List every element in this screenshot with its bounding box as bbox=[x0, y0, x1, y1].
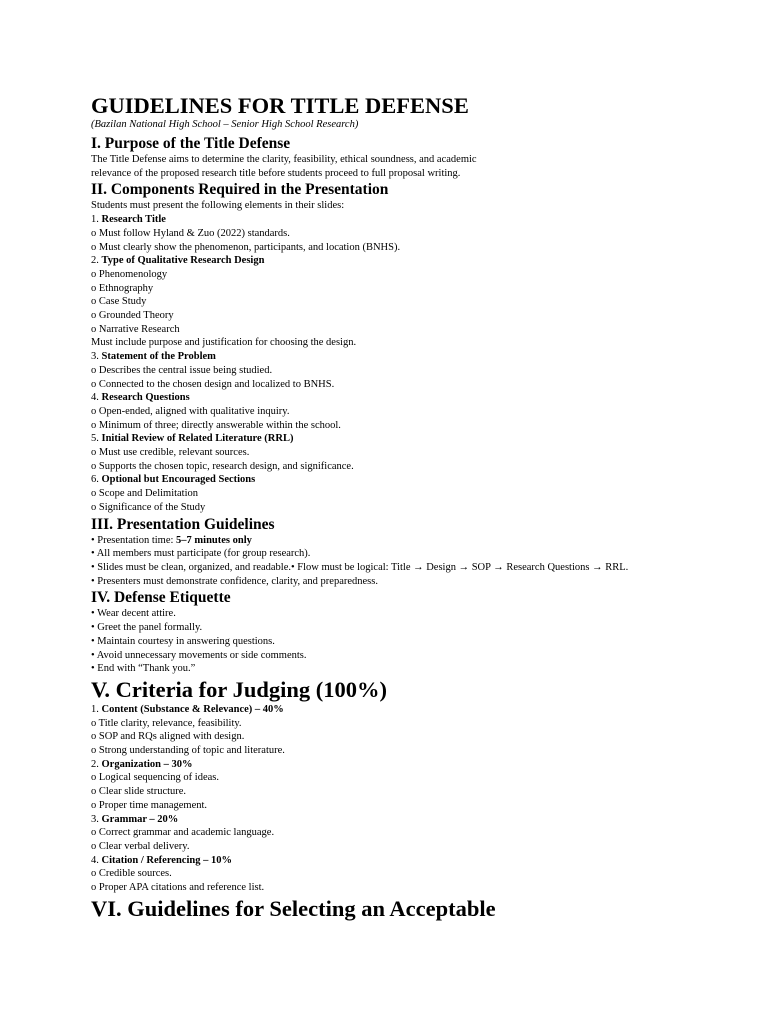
criterion-title: 4. Citation / Referencing – 10% bbox=[91, 854, 232, 866]
list-item: o Describes the central issue being studied. bbox=[91, 364, 273, 376]
list-item: o Minimum of three; directly answerable within the school. bbox=[91, 419, 341, 431]
list-item: o Open-ended, aligned with qualitative inquiry. bbox=[91, 405, 290, 417]
list-item: o Must clearly show the phenomenon, participants, and location (BNHS). bbox=[91, 241, 401, 253]
list-item: • Maintain courtesy in answering questions. bbox=[91, 635, 275, 647]
list-item: o Proper time management. bbox=[91, 799, 208, 811]
list-item: o Proper APA citations and reference list. bbox=[91, 882, 265, 894]
list-item: • Presentation time: 5–7 minutes only bbox=[91, 534, 252, 546]
list-item: o Clear verbal delivery. bbox=[91, 840, 190, 852]
list-item: • Avoid unnecessary movements or side comments. bbox=[91, 649, 307, 661]
list-item: o Clear slide structure. bbox=[91, 786, 187, 798]
list-item: o Credible sources. bbox=[91, 868, 172, 880]
section-1-heading: I. Purpose of the Title Defense bbox=[91, 135, 291, 152]
list-item: o Phenomenology bbox=[91, 268, 168, 280]
section-6-heading: VI. Guidelines for Selecting an Acceptable bbox=[91, 895, 496, 921]
list-item: o Ethnography bbox=[91, 282, 154, 294]
criterion-title: 1. Content (Substance & Relevance) – 40% bbox=[91, 703, 284, 715]
list-item: • Presenters must demonstrate confidence, clarity, and preparedness. bbox=[91, 575, 378, 587]
paragraph-line: Students must present the following elements in their slides: bbox=[91, 200, 345, 212]
document-title: GUIDELINES FOR TITLE DEFENSE bbox=[91, 93, 469, 118]
list-item: o Must use credible, relevant sources. bbox=[91, 447, 250, 459]
list-item: o Correct grammar and academic language. bbox=[91, 827, 275, 839]
list-item: • End with “Thank you.” bbox=[91, 663, 196, 675]
list-item: o Title clarity, relevance, feasibility. bbox=[91, 717, 242, 729]
paragraph-line: Must include purpose and justification for choosing the design. bbox=[91, 337, 357, 349]
paragraph-line: relevance of the proposed research title before students proceed to full proposal writing. bbox=[91, 167, 461, 179]
component-title: 4. Research Questions bbox=[91, 392, 190, 404]
list-item: o Must follow Hyland & Zuo (2022) standards. bbox=[91, 227, 290, 239]
list-item: o Strong understanding of topic and literature. bbox=[91, 745, 285, 757]
section-5-heading: V. Criteria for Judging (100%) bbox=[91, 676, 388, 702]
section-2-heading: II. Components Required in the Presentation bbox=[91, 181, 389, 199]
component-title: 3. Statement of the Problem bbox=[91, 351, 216, 363]
list-item: o Significance of the Study bbox=[91, 501, 206, 513]
component-title: 2. Type of Qualitative Research Design bbox=[91, 255, 265, 267]
criterion-title: 3. Grammar – 20% bbox=[91, 813, 179, 825]
list-item: o Supports the chosen topic, research design, and significance. bbox=[91, 460, 354, 472]
document-subtitle: (Bazilan National High School – Senior High School Research) bbox=[91, 119, 359, 130]
list-item: o SOP and RQs aligned with design. bbox=[91, 731, 245, 743]
list-item: o Grounded Theory bbox=[91, 310, 174, 322]
list-item: o Scope and Delimitation bbox=[91, 488, 199, 500]
list-item: o Narrative Research bbox=[91, 323, 180, 335]
list-item: o Case Study bbox=[91, 296, 147, 308]
list-item: o Connected to the chosen design and localized to BNHS. bbox=[91, 378, 335, 390]
section-4-heading: IV. Defense Etiquette bbox=[91, 589, 231, 607]
list-item: • All members must participate (for group research). bbox=[91, 548, 311, 560]
list-item: o Logical sequencing of ideas. bbox=[91, 772, 219, 784]
criterion-title: 2. Organization – 30% bbox=[91, 758, 193, 770]
list-item: • Slides must be clean, organized, and readable.• Flow must be logical: Title → Design → SOP → Research Questions → RRL. bbox=[91, 561, 629, 573]
component-title: 5. Initial Review of Related Literature (RRL) bbox=[91, 433, 294, 445]
list-item: • Greet the panel formally. bbox=[91, 622, 203, 634]
list-item: • Wear decent attire. bbox=[91, 608, 176, 620]
component-title: 6. Optional but Encouraged Sections bbox=[91, 474, 256, 486]
component-title: 1. Research Title bbox=[91, 214, 166, 226]
paragraph-line: The Title Defense aims to determine the clarity, feasibility, ethical soundness, and academic bbox=[91, 154, 477, 165]
section-3-heading: III. Presentation Guidelines bbox=[91, 515, 275, 533]
